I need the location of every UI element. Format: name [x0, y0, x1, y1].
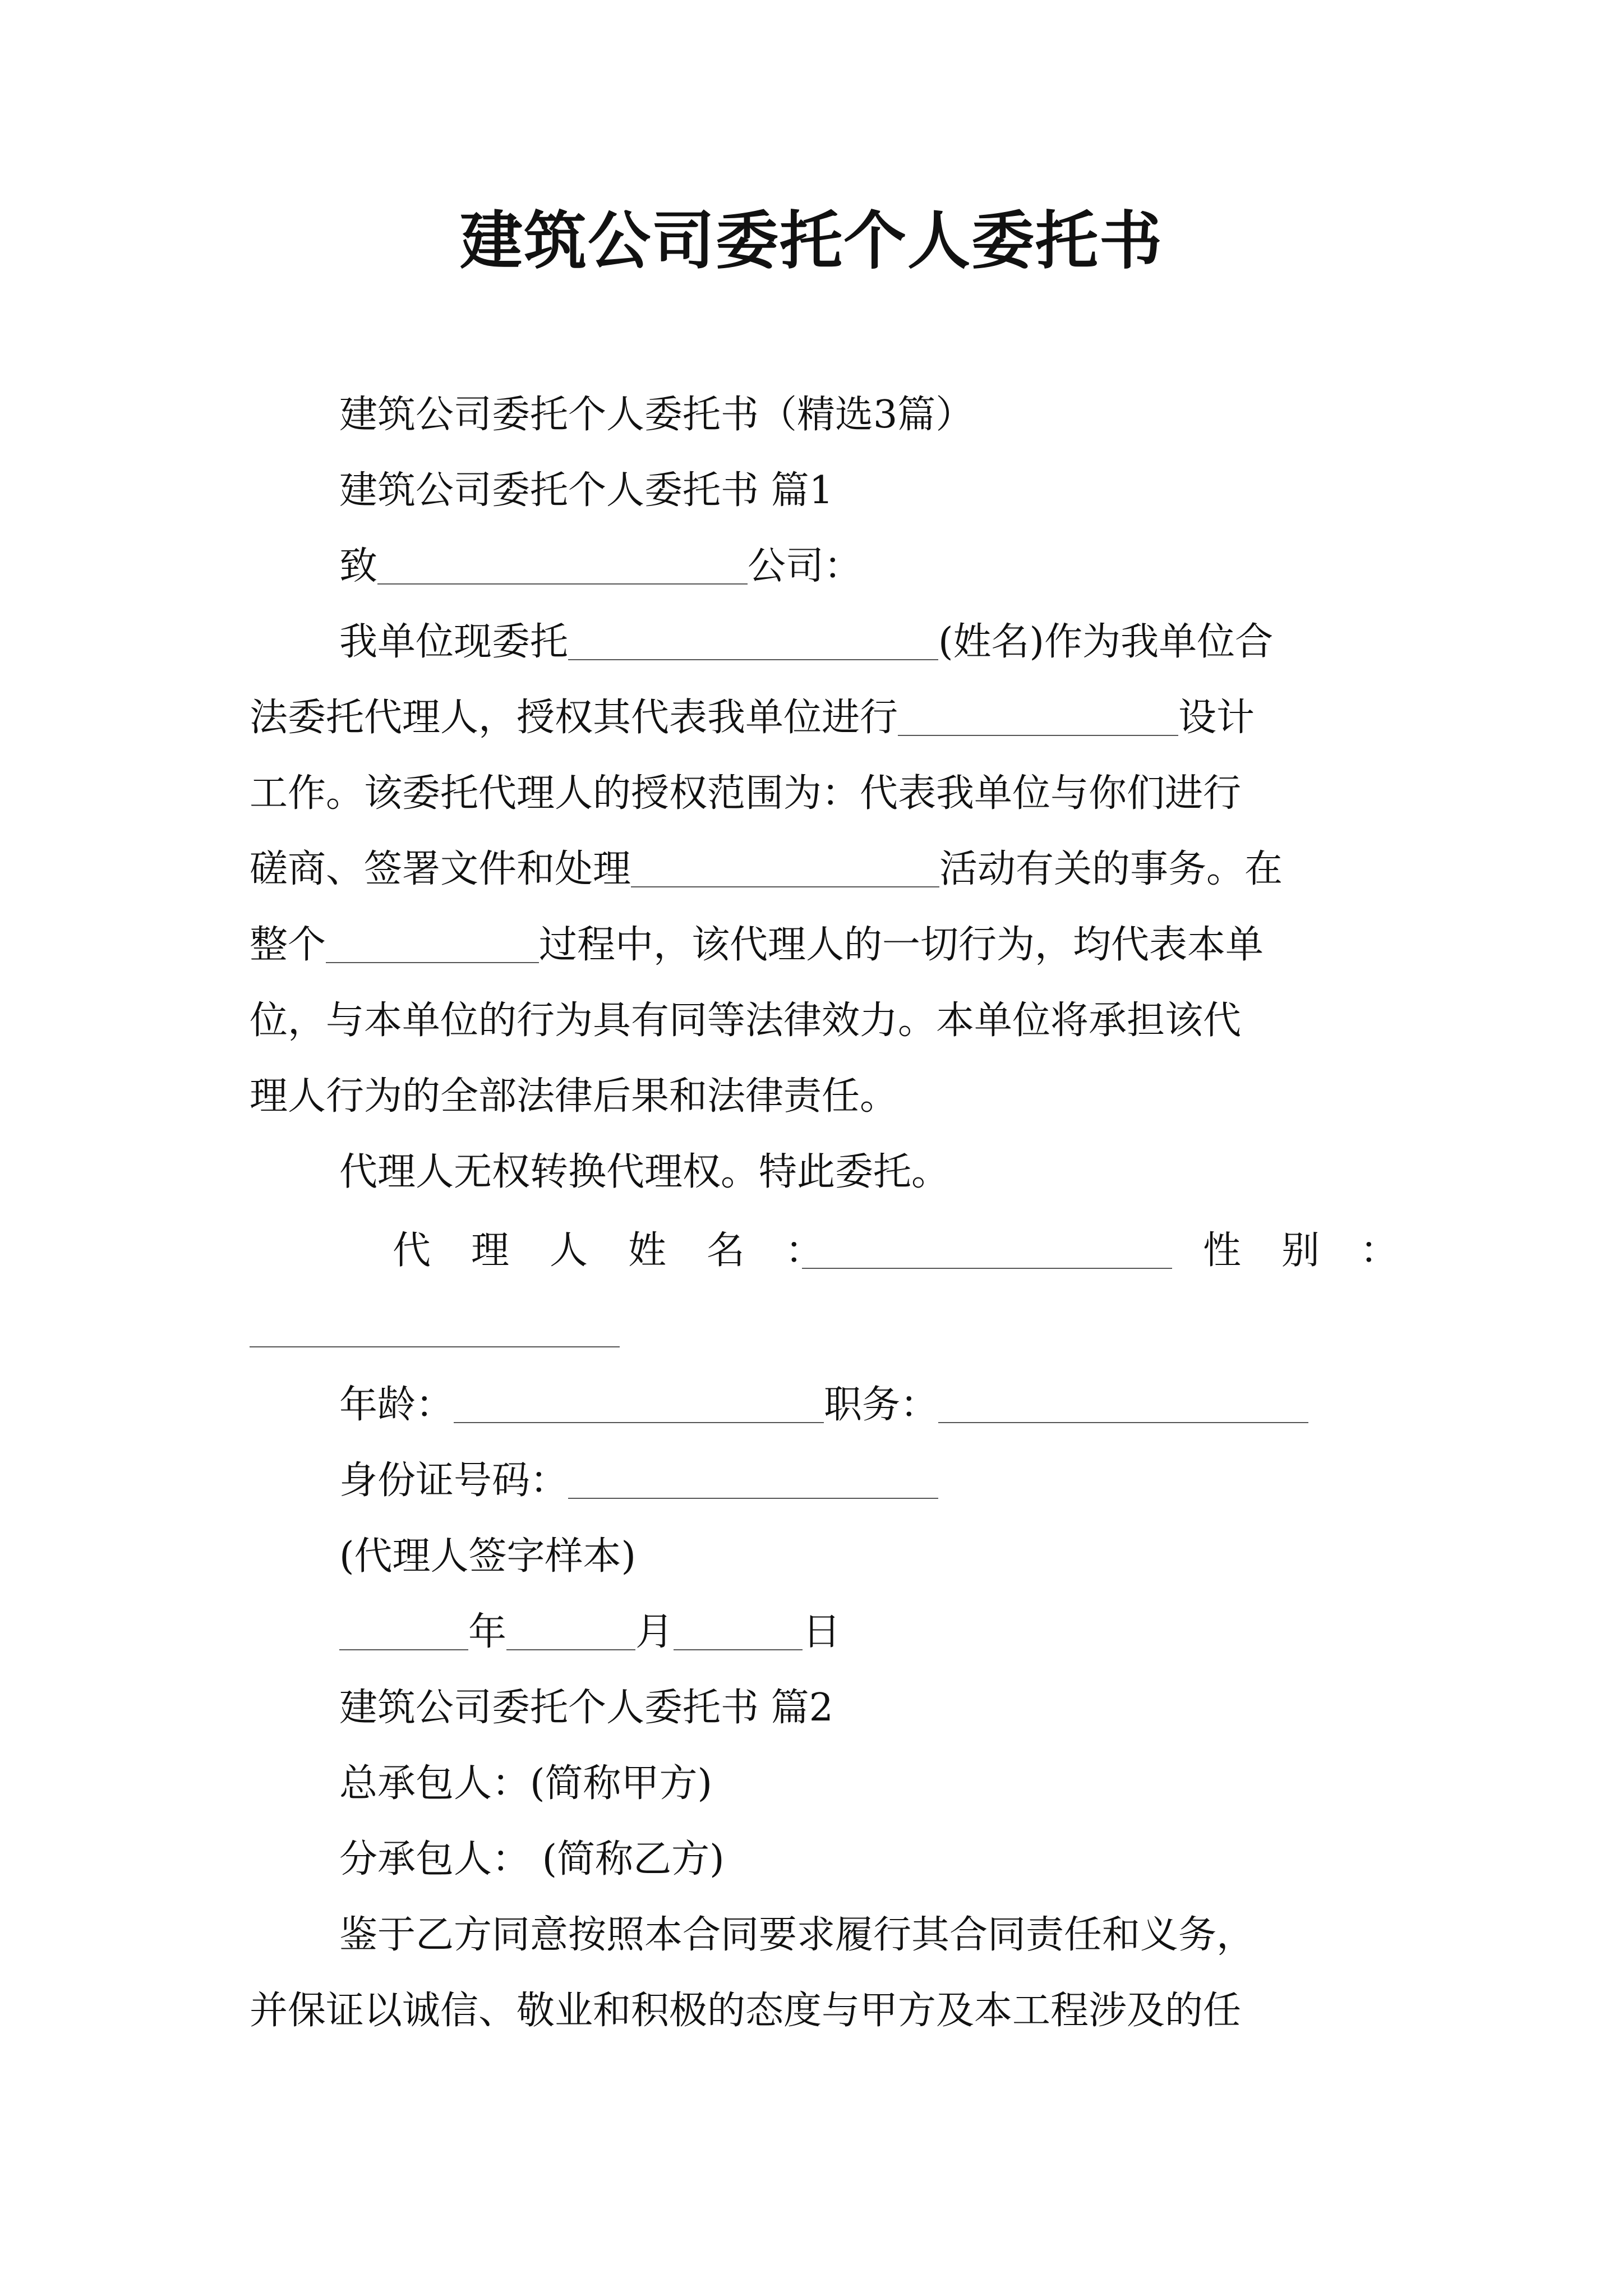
text-segment: 过程中，该代理人的一切行为，均代表本单 — [539, 923, 1264, 967]
document-title: 建筑公司委托个人委托书 — [460, 204, 1163, 278]
gender-text: 性别： — [1203, 1228, 1439, 1273]
party-b-line: 分承包人： (简称乙方) — [339, 1837, 725, 1881]
gender-blank-line — [250, 1301, 620, 1358]
part2-paragraph-line1: 鉴于乙方同意按照本合同要求履行其合同责任和义务， — [339, 1913, 1255, 1957]
main-heading: 建筑公司委托个人委托书（精选3篇） — [339, 393, 974, 437]
paragraph1-line1 — [339, 614, 1273, 670]
date-line — [339, 1604, 841, 1660]
gender-blank — [250, 1314, 620, 1347]
position-label: 职务： — [824, 1383, 939, 1427]
paragraph1-line5 — [250, 917, 1264, 973]
process-blank — [326, 930, 539, 963]
signature-sample: (代理人签字样本) — [339, 1534, 637, 1579]
paragraph1-line3: 工作。该委托代理人的授权范围为：代表我单位与你们进行 — [250, 771, 1242, 816]
id-number-line — [339, 1453, 938, 1509]
year-blank — [339, 1617, 468, 1650]
activity-blank — [631, 854, 939, 887]
text-segment: 整个 — [250, 923, 326, 967]
name-blank — [568, 627, 938, 660]
text-segment: 磋商、签署文件和处理 — [250, 847, 631, 891]
month-label: 月 — [635, 1610, 674, 1654]
text-segment: 我单位现委托 — [339, 620, 569, 664]
gender-label — [1203, 1223, 1438, 1279]
company-blank — [377, 551, 748, 585]
paragraph2: 代理人无权转换代理权。特此委托。 — [339, 1150, 950, 1194]
age-position-line — [339, 1377, 1308, 1433]
agent-name-text: 代理人姓名： — [393, 1228, 864, 1273]
position-blank — [938, 1389, 1308, 1423]
month-blank — [506, 1617, 635, 1650]
text-segment: (姓名)作为我单位合 — [938, 620, 1274, 664]
day-blank — [674, 1617, 803, 1650]
id-label: 身份证号码： — [339, 1458, 569, 1503]
addressee-prefix: 致 — [339, 544, 378, 588]
agent-name-label — [393, 1223, 864, 1279]
part2-paragraph-line2: 并保证以诚信、敬业和积极的态度与甲方及本工程涉及的任 — [250, 1989, 1242, 2033]
text-segment: 法委托代理人，授权其代表我单位进行 — [250, 696, 898, 740]
design-blank — [898, 702, 1178, 736]
addressee-line — [339, 539, 862, 595]
agent-name-blank — [802, 1235, 1172, 1269]
day-label: 日 — [803, 1610, 841, 1654]
text-segment: 活动有关的事务。在 — [939, 847, 1283, 891]
paragraph1-line7: 理人行为的全部法律后果和法律责任。 — [250, 1074, 898, 1119]
party-a-line: 总承包人：(简称甲方) — [339, 1761, 713, 1806]
age-blank — [454, 1389, 824, 1423]
agent-name-blank-wrap — [802, 1223, 1172, 1279]
part1-heading: 建筑公司委托个人委托书 篇1 — [339, 468, 833, 513]
addressee-suffix: 公司： — [748, 544, 863, 588]
part2-heading: 建筑公司委托个人委托书 篇2 — [339, 1686, 833, 1730]
year-label: 年 — [468, 1610, 507, 1654]
paragraph1-line6: 位，与本单位的行为具有同等法律效力。本单位将承担该代 — [250, 999, 1242, 1043]
age-label: 年龄： — [339, 1383, 454, 1427]
text-segment: 设计 — [1178, 696, 1255, 740]
id-blank — [568, 1465, 938, 1499]
paragraph1-line4 — [250, 841, 1283, 898]
paragraph1-line2 — [250, 690, 1255, 746]
